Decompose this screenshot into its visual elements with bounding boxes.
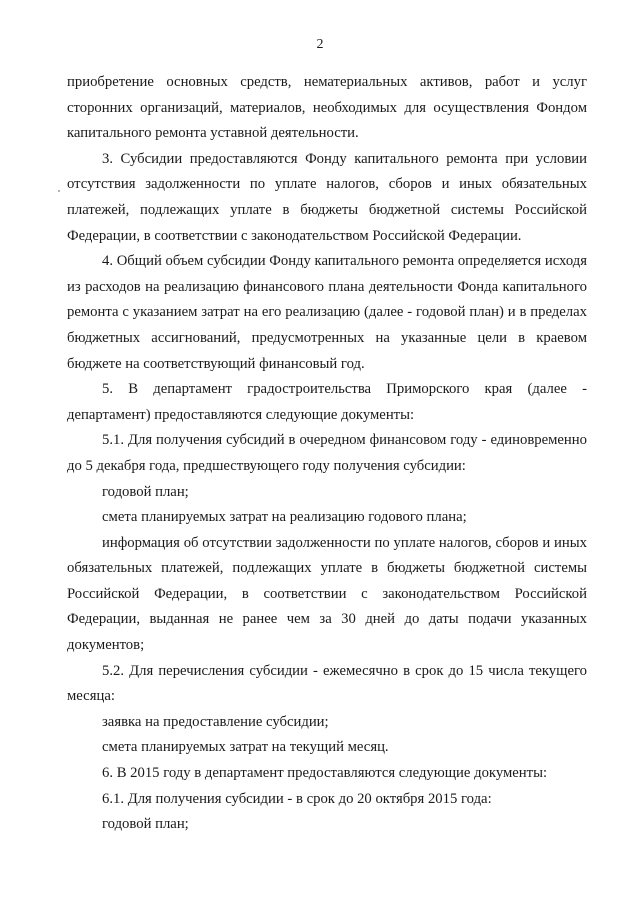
paragraph-item-3: 3. Субсидии предоставляются Фонду капитального ремонта при условии отсутствия задолженности по уплате налогов, сборов и иных обязательных платежей, подлежащих уплате в бюджеты бюджетной системы Российской Федерации, в соответствии с законодательством Российской Федерации.: [67, 150, 587, 244]
paragraph-item-6-1: 6.1. Для получения субсидии - в срок до 20 октября 2015 года:: [102, 790, 492, 807]
list-item-annual-plan: годовой план;: [102, 483, 189, 500]
document-body: [67, 70, 587, 838]
paragraph-item-4: 4. Общий объем субсидии Фонду капитального ремонта определяется исходя из расходов на реализацию финансового плана деятельности Фонда капитального ремонта с указанием затрат на его реализацию (далее - годовой план) и в пределах бюджетных ассигнований, предусмотренных на указанные цели в краевом бюджете на соответствующий финансовый год.: [67, 253, 587, 372]
list-item-subsidy-application: заявка на предоставление субсидии;: [102, 713, 329, 730]
list-item-cost-estimate: смета планируемых затрат на реализацию годового плана;: [102, 509, 467, 526]
paragraph-continuation: приобретение основных средств, нематериальных активов, работ и услуг сторонних организаций, материалов, необходимых для осуществления Фондом капитального ремонта уставной деятельности.: [67, 74, 587, 142]
margin-mark: [58, 190, 60, 192]
list-item-debt-information: информация об отсутствии задолженности по уплате налогов, сборов и иных обязательных платежей, подлежащих уплате в бюджеты бюджетной системы Российской Федерации, в соответствии с законодательством Российской Федерации, выданная не ранее чем за 30 дней до даты подачи указанных документов;: [67, 534, 587, 654]
paragraph-item-5-2: 5.2. Для перечисления субсидии - ежемесячно в срок до 15 числа текущего месяца:: [67, 662, 587, 705]
paragraph-item-5-1: 5.1. Для получения субсидий в очередном финансовом году - единовременно до 5 декабря года, предшествующего году получения субсидии:: [67, 432, 587, 474]
paragraph-item-6: 6. В 2015 году в департамент предоставляются следующие документы:: [102, 765, 548, 782]
paragraph-item-5: 5. В департамент градостроительства Приморского края (далее - департамент) предоставляются следующие документы:: [67, 381, 587, 423]
list-item-annual-plan-2015: годовой план;: [102, 816, 189, 833]
list-item-monthly-estimate: смета планируемых затрат на текущий месяц.: [102, 739, 389, 756]
page-number: 2: [316, 37, 324, 52]
